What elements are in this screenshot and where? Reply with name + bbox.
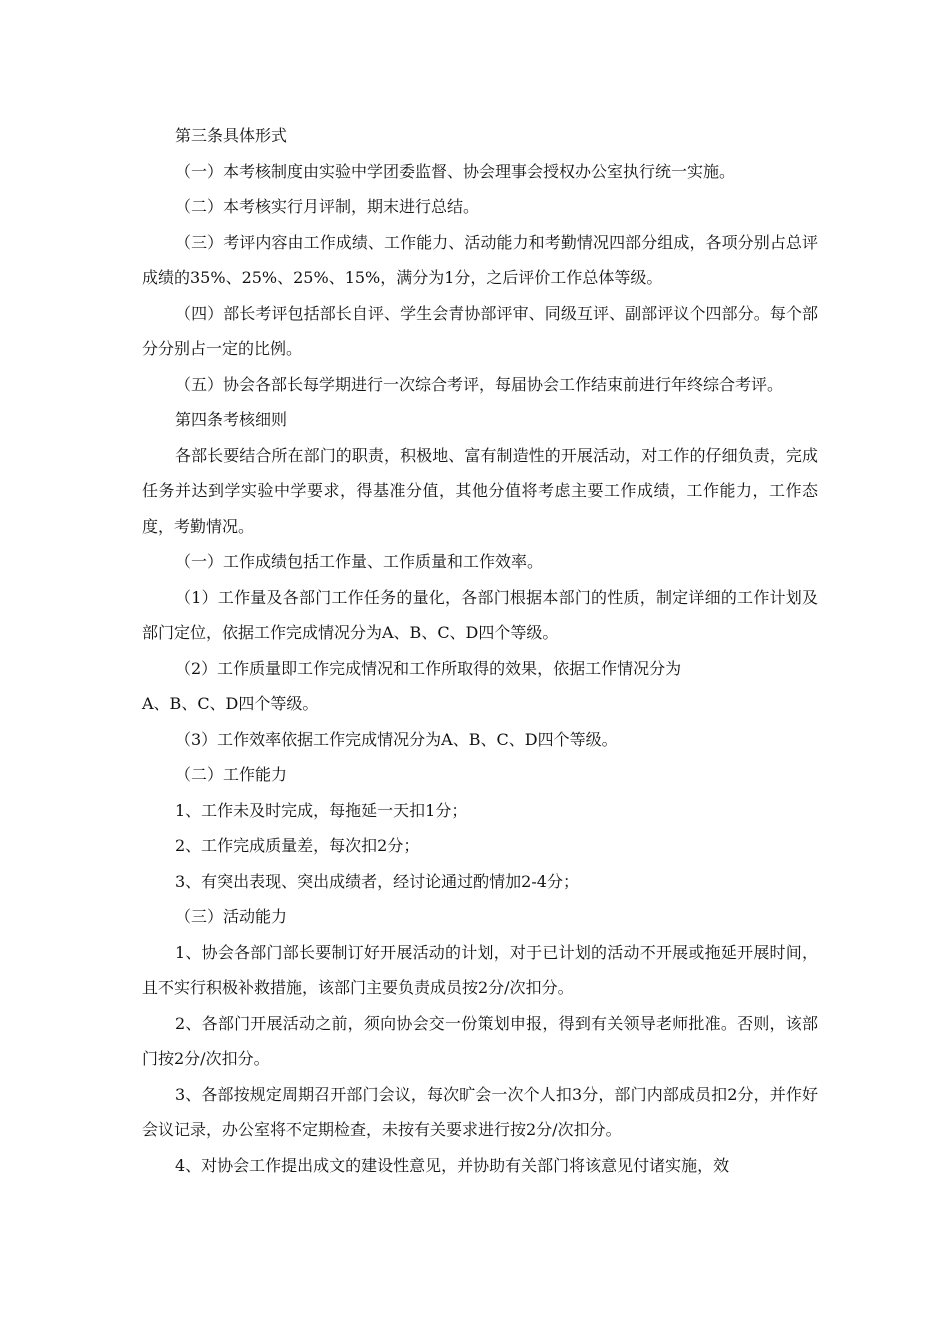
section-heading-article-3: 第三条具体形式 xyxy=(175,126,288,145)
paragraph: （1）工作量及各部门工作任务的量化，各部门根据本部门的性质，制定详细的工作计划及部门定位，依据工作完成情况分为A、B、C、D四个等级。 xyxy=(142,587,818,642)
paragraph: （五）协会各部长每学期进行一次综合考评，每届协会工作结束前进行年终综合考评。 xyxy=(175,374,784,394)
paragraph: （二）本考核实行月评制，期末进行总结。 xyxy=(175,197,480,216)
paragraph: （三）考评内容由工作成绩、工作能力、活动能力和考勤情况四部分组成，各项分别占总评成绩的35%、25%、25%、15%，满分为1分，之后评价工作总体等级。 xyxy=(142,232,818,287)
paragraph: 各部长要结合所在部门的职责，积极地、富有制造性的开展活动，对工作的仔细负责，完成任务并达到学实验中学要求，得基准分值，其他分值将考虑主要工作成绩，工作能力，工作态度，考勤情况。 xyxy=(142,445,818,536)
list-item: 1、协会各部门部长要制订好开展活动的计划，对于已计划的活动不开展或拖延开展时间，且不实行积极补救措施，该部门主要负责成员按2分/次扣分。 xyxy=(142,942,818,997)
list-item: 4、对协会工作提出成文的建设性意见，并协助有关部门将该意见付诸实施，效 xyxy=(175,1155,730,1175)
paragraph: （一）本考核制度由实验中学团委监督、协会理事会授权办公室执行统一实施。 xyxy=(175,161,736,181)
paragraph: （2）工作质量即工作完成情况和工作所取得的效果，依据工作情况分为 xyxy=(175,658,682,678)
paragraph: （四）部长考评包括部长自评、学生会青协部评审、同级互评、副部评议个四部分。每个部分分别占一定的比例。 xyxy=(142,303,818,358)
document-body xyxy=(142,118,818,1183)
list-item: 1、工作未及时完成，每拖延一天扣1分； xyxy=(175,800,468,820)
section-heading-article-4: 第四条考核细则 xyxy=(175,410,288,429)
subsection-heading: （二）工作能力 xyxy=(175,765,288,784)
paragraph-continuation: A、B、C、D四个等级。 xyxy=(142,694,319,713)
list-item: 2、工作完成质量差，每次扣2分； xyxy=(175,836,420,855)
list-item: 3、各部按规定周期召开部门会议，每次旷会一次个人扣3分，部门内部成员扣2分，并作好会议记录，办公室将不定期检查，未按有关要求进行按2分/次扣分。 xyxy=(142,1084,818,1139)
paragraph: （3）工作效率依据工作完成情况分为A、B、C、D四个等级。 xyxy=(175,729,618,749)
paragraph: （一）工作成绩包括工作量、工作质量和工作效率。 xyxy=(175,552,544,571)
list-item: 3、有突出表现、突出成绩者，经讨论通过酌情加2-4分； xyxy=(175,871,579,891)
list-item: 2、各部门开展活动之前，须向协会交一份策划申报，得到有关领导老师批准。否则，该部门按2分/次扣分。 xyxy=(142,1013,818,1068)
subsection-heading: （三）活动能力 xyxy=(175,907,288,926)
